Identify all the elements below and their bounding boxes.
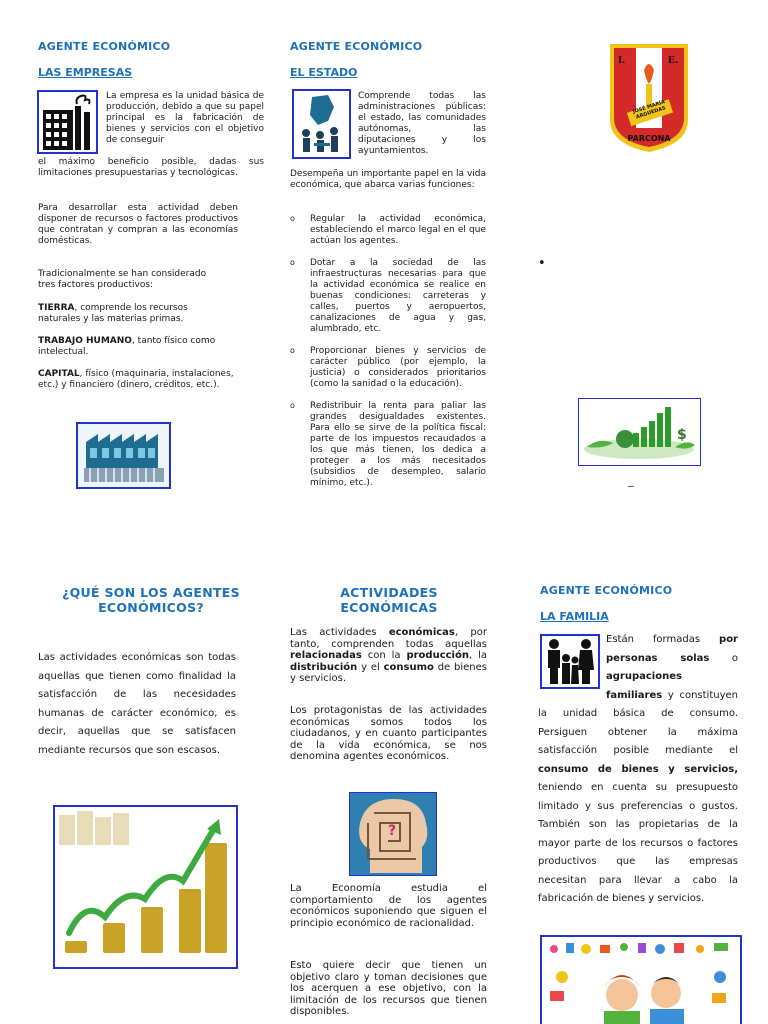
- factor-capital-text: , físico (maquinaria, instalaciones, etc.) y financiero (dinero, créditos, etc.).: [38, 369, 234, 390]
- agentes-title: ¿QUÉ SON LOS AGENTES ECONÓMICOS?: [62, 585, 240, 615]
- green-growth-image: [578, 398, 701, 466]
- estado-function-item: o Proporcionar bienes y servicios de carácter público (por ejemplo, la justicia) o considerados prioritarios (como la sanidad o la educación).: [288, 346, 486, 390]
- familia-heading: AGENTE ECONÓMICO: [540, 584, 673, 597]
- school-shield-logo: [606, 40, 692, 154]
- familia-t1: Están formadas: [606, 634, 720, 645]
- estado-functions-list: [288, 214, 486, 500]
- actividades-p1-d: relacionadas: [290, 650, 362, 661]
- actividades-p1-k: de bienes y servicios.: [290, 661, 487, 684]
- factor-trabajo: [38, 336, 253, 358]
- estado-intro: Comprende todas las administraciones públicas: el estado, las comunidades autónomas, las diputaciones y los ayuntamientos.: [358, 91, 486, 156]
- familia-text-spacer: [538, 631, 606, 688]
- estado-function-item: o Regular la actividad económica, estableciendo el marco legal en el que actúan los agentes.: [288, 214, 486, 247]
- factor-tierra: [38, 303, 208, 325]
- empresas-subtitle: LAS EMPRESAS: [38, 66, 133, 79]
- factor-trabajo-label: TRABAJO HUMANO: [38, 336, 132, 346]
- factor-capital: [38, 369, 253, 391]
- actividades-p1-a: Las actividades: [290, 627, 389, 638]
- logo-school-name: JOSÉ MARÍA ARGUEDAS: [632, 99, 667, 121]
- svg-text:$: $: [677, 427, 687, 443]
- familia-t3-bold: consumo de bienes y servicios,: [538, 763, 738, 775]
- empresas-paragraph-2: Para desarrollar esta actividad deben disponer de recursos o factores productivos que contratan y compran a las economías domésticas.: [38, 203, 238, 246]
- actividades-p1-g: , la: [468, 650, 487, 661]
- dash-mark: _: [628, 474, 634, 487]
- actividades-title: ACTIVIDADES ECONÓMICAS: [340, 585, 438, 615]
- actividades-paragraph-1: [290, 627, 487, 685]
- actividades-p1-h: distribución: [290, 661, 358, 673]
- empresas-heading: AGENTE ECONÓMICO: [38, 40, 171, 53]
- factor-trabajo-text: , tanto físico como intelectual.: [38, 336, 216, 357]
- actividades-p1-i: y el: [357, 661, 384, 673]
- empresas-intro: La empresa es la unidad básica de producción, debido a que su papel principal es la fabricación de bienes y servicios con el objetivo de conseguir: [106, 91, 264, 145]
- bullet-mark: •: [538, 256, 546, 271]
- factor-tierra-text: , comprende los recursos naturales y las materias primas.: [38, 303, 188, 324]
- familia-subtitle: LA FAMILIA: [540, 610, 609, 623]
- actividades-p1-c: , por tanto, comprenden todas aquellas: [290, 627, 487, 650]
- estado-function-item: o Redistribuir la renta para paliar las grandes desigualdades existentes. Para ello se sirve de la política fiscal: parte de los impuestos recaudados a los que más tienen, los dedica a proteger a los más necesitados (subsidios de desempleo, salario mínimo, etc.).: [288, 401, 486, 489]
- estado-subtitle: EL ESTADO: [290, 66, 358, 79]
- actividades-p1-j: consumo: [383, 661, 434, 673]
- factor-tierra-label: TIERRA: [38, 303, 75, 313]
- actividades-paragraph-4: Esto quiere decir que tienen un objetivo claro y toman decisiones que los acerquen a ese objetivo, con la limitación de los recursos que tienen disponibles.: [290, 960, 487, 1017]
- actividades-paragraph-3: La Economía estudia el comportamiento de los agentes económicos suponiendo que siguen el principio económico de racionalidad.: [290, 883, 487, 929]
- maze-head-image: [349, 792, 437, 876]
- coins-growth-image: [53, 805, 238, 969]
- familia-text: [538, 631, 738, 909]
- empresas-intro-cont: el máximo beneficio posible, dadas sus limitaciones presupuestarias y tecnológicas.: [38, 157, 264, 178]
- actividades-p1-f: producción: [406, 650, 469, 661]
- actividades-paragraph-2: Los protagonistas de las actividades económicas somos todos los ciudadanos, y en cuanto participantes de la vida económica, se nos denomina agentes económicos.: [290, 705, 487, 762]
- svg-text:?: ?: [388, 823, 397, 839]
- familia-t2-bold: agrupaciones familiares: [606, 671, 682, 701]
- factor-capital-label: CAPITAL: [38, 369, 80, 379]
- familia-t3: y constituyen la unidad básica de consumo. Persiguen obtener la máxima satisfacción posible mediante el: [538, 689, 738, 756]
- agentes-text: Las actividades económicas son todas aquellas que tienen como finalidad la satisfacción de las necesidades humanas de carácter económico, es decir, aquellas que se satisfacen mediante recursos que son escasos.: [38, 652, 236, 756]
- family-consumption-image: [540, 935, 742, 1024]
- actividades-p1-e: con la: [361, 650, 407, 661]
- familia-t1-bold: por personas solas: [606, 634, 738, 664]
- estado-function-item: o Dotar a la sociedad de las infraestructuras necesarias para que la actividad económica se realice en buenas condiciones: carreteras y calles, puertos y aeropuertos, canalizaciones de agua y gas, alumbrado, etc.: [288, 258, 486, 335]
- factory-icon: [37, 90, 98, 154]
- logo-place: PARCONA: [627, 134, 671, 143]
- familia-t2: o: [709, 652, 738, 664]
- estado-paragraph-2: Desempeña un importante papel en la vida económica, que abarca varias funciones:: [290, 169, 486, 190]
- government-people-image: [292, 89, 351, 159]
- logo-letter-i: I.: [618, 54, 626, 66]
- industrial-buildings-image: [76, 422, 171, 489]
- familia-t4: teniendo en cuenta su presupuesto limitado y sus preferencias o gustos. También son las propietarias de la mayor parte de los recursos o factores productivos que las empresas necesitan para llevar a cabo la fabricación de bienes y servicios.: [538, 782, 738, 904]
- actividades-p1-b: económicas: [388, 627, 455, 638]
- empresas-paragraph-3: Tradicionalmente se han considerado tres factores productivos:: [38, 269, 207, 290]
- estado-heading: AGENTE ECONÓMICO: [290, 40, 423, 53]
- logo-letter-e: E.: [668, 54, 679, 66]
